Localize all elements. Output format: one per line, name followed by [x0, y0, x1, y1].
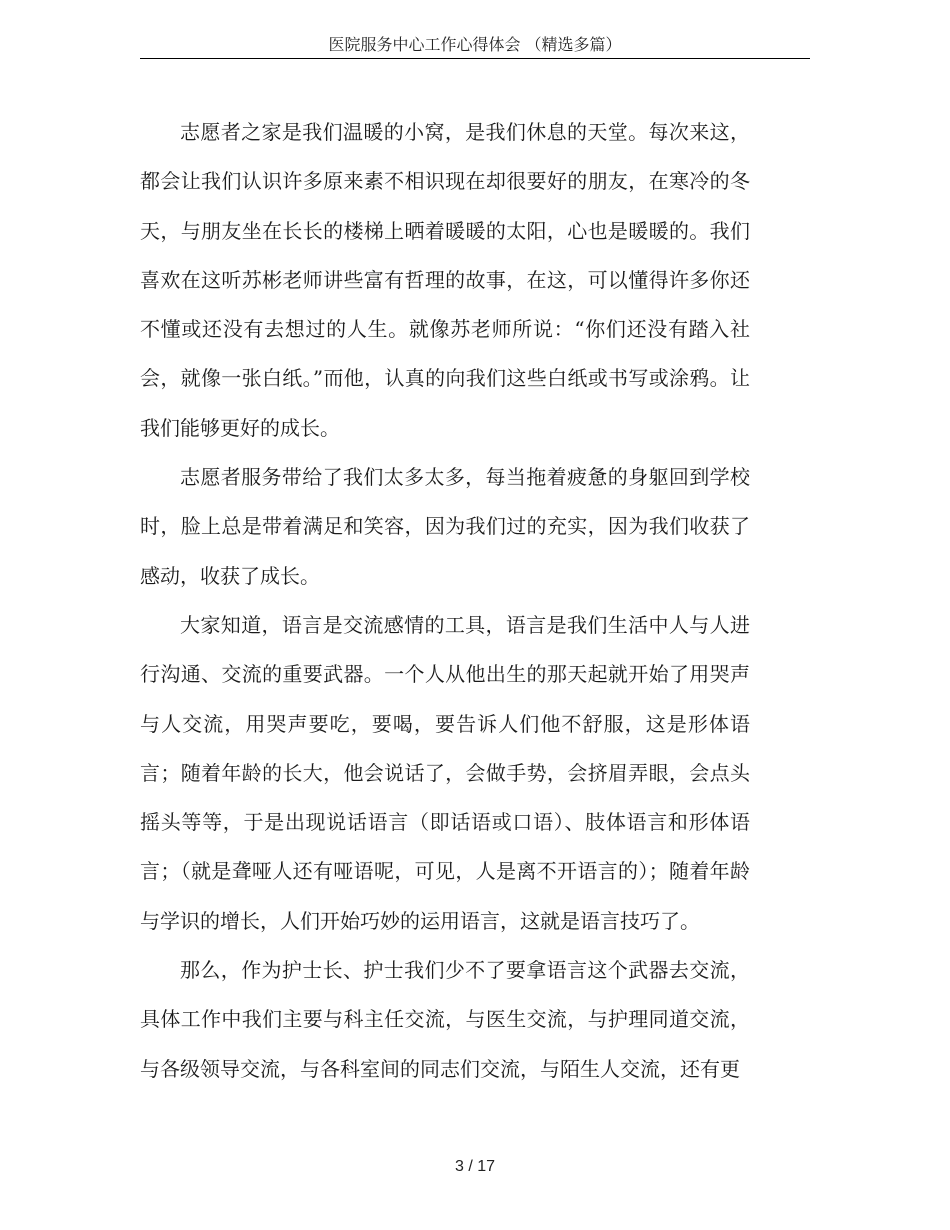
page-header	[140, 33, 810, 59]
paragraph-3: 大家知道，语言是交流感情的工具，语言是我们生活中人与人进行沟通、交流的重要武器。一个人从他出生的那天起就开始了用哭声与人交流，用哭声要吃，要喝，要告诉人们他不舒服，这是形体语言；随着年龄的长大，他会说话了，会做手势，会挤眉弄眼，会点头摇头等等，于是出现说话语言（即话语或口语）、肢体语言和形体语言；（就是聋哑人还有哑语呢，可见，人是离不开语言的）；随着年龄与学识的增长，人们开始巧妙的运用语言，这就是语言技巧了。	[140, 612, 750, 933]
paragraph-1: 志愿者之家是我们温暖的小窝，是我们休息的天堂。每次来这，都会让我们认识许多原来素不相识现在却很要好的朋友，在寒冷的冬天，与朋友坐在长长的楼梯上晒着暖暖的太阳，心也是暖暖的。我们喜欢在这听苏彬老师讲些富有哲理的故事，在这，可以懂得许多你还不懂或还没有去想过的人生。就像苏老师所说：“你们还没有踏入社会，就像一张白纸。”而他，认真的向我们这些白纸或书写或涂鸦。让我们能够更好的成长。	[140, 120, 750, 440]
document-title: 医院服务中心工作心得体会 （精选多篇）	[328, 35, 622, 54]
page-number: 3 / 17	[454, 1158, 496, 1175]
document-body	[140, 108, 750, 1094]
paragraph-4: 那么，作为护士长、护士我们少不了要拿语言这个武器去交流，具体工作中我们主要与科主任交流，与医生交流，与护理同道交流，与各级领导交流，与各科室间的同志们交流，与陌生人交流，还有更	[140, 958, 750, 1081]
paragraph-2: 志愿者服务带给了我们太多太多，每当拖着疲惫的身躯回到学校时，脸上总是带着满足和笑容，因为我们过的充实，因为我们收获了感动，收获了成长。	[140, 465, 750, 588]
page-footer	[0, 1156, 950, 1178]
